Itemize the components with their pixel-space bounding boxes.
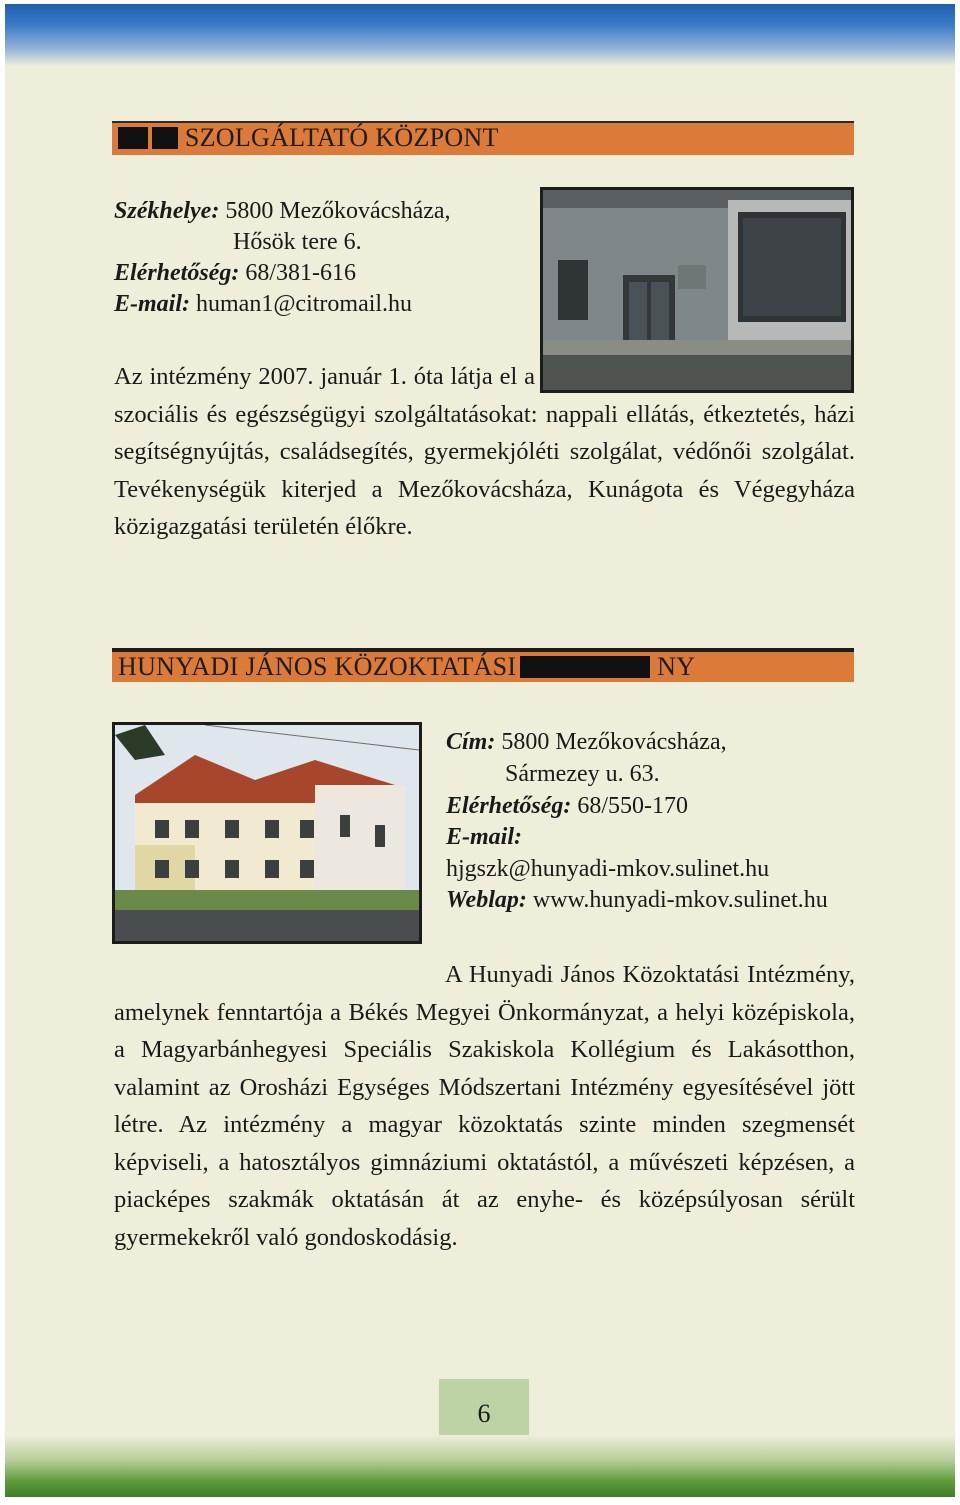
section2-paragraph-text: A Hunyadi János Közoktatási Intézmény, amelynek fenntartója a Békés Megyei Önkormányzat, a helyi középiskola, a Magyarbánhegyesi Speciális Szakiskola Kollégium és Lakásotthon, valamint az Orosházi Egységes Módszertani Intézmény egyesítésével jött létre. Az intézmény a magyar közoktatás szinte minden szegmensét képviseli, a hatosztályos gimnáziumi oktatástól, a művészeti képzésen, a piacképes szakmák oktatásán át az enyhe- és középsúlyosan sérült gyermekekről való gondoskodásig. [114, 961, 855, 1251]
section2-heading-tail: NY [657, 652, 696, 681]
address-line1: 5800 Mezőkovácsháza, [225, 198, 451, 224]
web-label: Weblap: [446, 887, 527, 913]
address-line1: 5800 Mezőkovácsháza, [501, 729, 727, 755]
section1-paragraph [114, 358, 855, 546]
address-label: Cím: [446, 729, 496, 755]
obscured-text-block [152, 127, 178, 149]
email-value: human1@citromail.hu [196, 291, 413, 317]
section1-email [114, 289, 412, 320]
web-value: www.hunyadi-mkov.sulinet.hu [532, 887, 828, 913]
page-number-text: 6 [477, 1399, 491, 1428]
section2-phone [446, 791, 688, 822]
section2-heading-text: HUNYADI JÁNOS KÖZOKTATÁSI [118, 652, 517, 681]
school-building-photo [112, 722, 422, 944]
phone-value: 68/381-616 [245, 260, 356, 286]
email-label: E-mail: [446, 824, 522, 850]
address-label: Székhelye: [114, 198, 220, 224]
address-line2: Sármezey u. 63. [505, 761, 660, 787]
section2-heading [112, 648, 854, 682]
section2-address [446, 727, 727, 758]
section1-paragraph-text: Az intézmény 2007. január 1. óta látja el a szociális és egészségügyi szolgáltatásokat: nappali ellátás, étkeztetés, házi segítségnyújtás, családsegítés, gyermekjóléti szolgálat, védőnői szolgálat. Tevékenységük kiterjed a Mezőkovácsháza, Kunágota és Végegyháza közigazgatási területén élőkre. [114, 363, 855, 540]
obscured-text-block [118, 127, 148, 149]
phone-value: 68/550-170 [577, 793, 688, 819]
section2-paragraph [114, 956, 855, 1256]
section1-address [114, 196, 451, 227]
section1-heading [112, 121, 854, 155]
bottom-decorative-band [5, 1435, 955, 1497]
email-label: E-mail: [114, 291, 190, 317]
phone-label: Elérhetőség: [114, 260, 240, 286]
top-decorative-band [5, 4, 955, 66]
address-line2: Hősök tere 6. [233, 229, 362, 255]
page [5, 4, 955, 1497]
section1-phone [114, 258, 356, 289]
obscured-text-block [520, 656, 650, 678]
section1-heading-text: SZOLGÁLTATÓ KÖZPONT [184, 123, 499, 152]
email-value: hjgszk@hunyadi-mkov.sulinet.hu [446, 856, 770, 882]
section2-web [446, 885, 828, 916]
phone-label: Elérhetőség: [446, 793, 572, 819]
